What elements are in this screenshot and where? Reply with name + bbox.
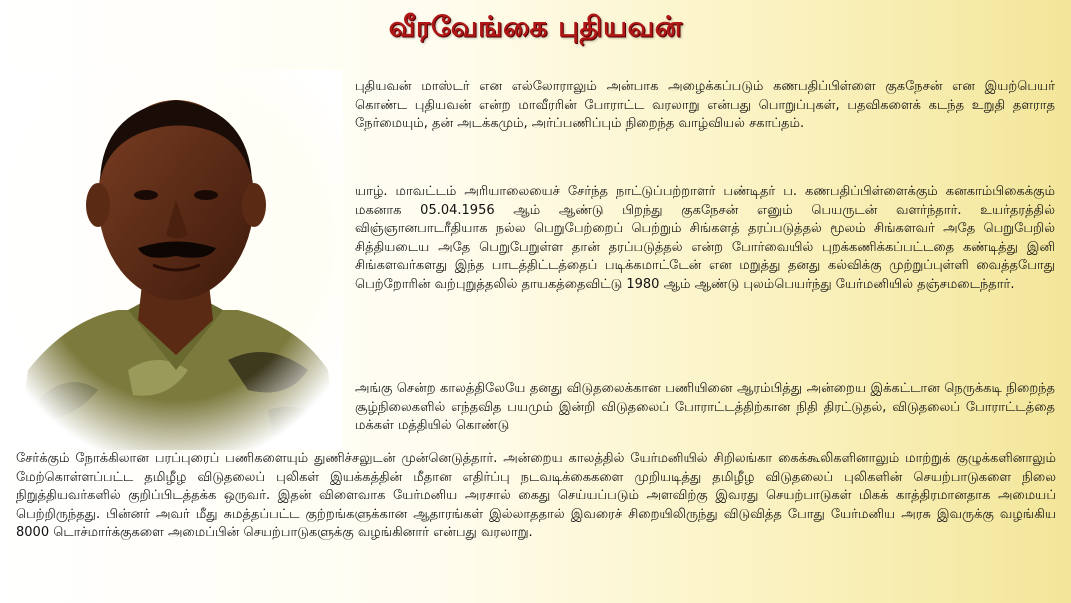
page-title: வீரவேங்கை புதியவன்: [388, 10, 683, 43]
paragraph-early-life: யாழ். மாவட்டம் அரியாலையைச் சேர்ந்த நாட்டுப்பற்றாளர் பண்டிதர் ப. கணபதிப்பிள்ளைக்கும் கனகாம்பிகைக்கும் மகனாக 05.04.1956 ஆம் ஆண்டு பிறந்து குகநேசன் எனும் பெயருடன் வளர்ந்தார். உயர்தரத்தில் விஞ்ஞானபாடரீதியாக நல்ல பெறுபேற்றைப் பெற்றும் சிங்களத் தரப்படுத்தல் மூலம் சிங்களவர் அதே பெறுபேறில் சித்தியடைய அதே பெறுபேறுள்ள தான் தரப்படுத்தல் என்ற போர்வையில் புறக்கணிக்கப்பட்டதை கண்டித்து இனி சிங்களவர்களது இந்த பாடத்திட்டத்தைப் படிக்கமாட்டேன் என மறுத்து தனது கல்விக்கு முற்றுப்புள்ளி வைத்தபோது பெற்றோரின் வற்புறுத்தலில் தாயகத்தைவிட்டு 1980 ஆம் ஆண்டு புலம்பெயர்ந்து யேர்மனியில் தஞ்சமடைந்தார்.: [355, 184, 1055, 292]
portrait-photo: [8, 70, 343, 450]
paragraph-activism-start: அங்கு சென்ற காலத்திலேயே தனது விடுதலைக்கான பணியினை ஆரம்பித்து அன்றைய இக்கட்டான நெருக்கடி நிறைந்த சூழ்நிலைகளில் எந்தவித பயமும் இன்றி விடுதலைப் போராட்டத்திற்கான நிதி திரட்டுதல், விடுதலைப் போராட்டத்தை மக்கள் மத்தியில் கொண்டு: [355, 381, 1055, 433]
paragraph-activism-continued: சேர்க்கும் நோக்கிலான பரப்புரைப் பணிகளையும் துணிச்சலுடன் முன்னெடுத்தார். அன்றைய காலத்தில் யேர்மனியில் சிறிலங்கா கைக்கூலிகளினாலும் மாற்றுக் குழுக்களினாலும் மேற்கொள்ளப்பட்ட தமிழீழ விடுதலைப் புலிகள் இயக்கத்தின் மீதான எதிர்ப்பு நடவடிக்கைகளை முறியடித்து தமிழீழ விடுதலைப் புலிகளின் செயற்பாடுகளை நிலை நிறுத்தியவர்களில் குறிப்பிடத்தக்க ஒருவர். இதன் விளைவாக யேர்மனிய அரசால் கைது செய்யப்படும் அளவிற்கு இவரது செயற்பாடுகள் மிகக் காத்திரமானதாக அமையப் பெற்றிருந்தது. பின்னர் அவர் மீது சுமத்தப்பட்ட குற்றங்களுக்கான ஆதாரங்கள் இல்லாததால் இவரைச் சிறையிலிருந்து விடுவித்த போது யேர்மனிய அரசு இவருக்கு வழங்கிய 8000 டொச்மார்க்குகளை அமைப்பின் செயற்பாடுகளுக்கு வழங்கினார் என்பது வரலாறு.: [16, 451, 1056, 540]
paragraph-intro: புதியவன் மாஸ்டர் என எல்லோராலும் அன்பாக அழைக்கப்படும் கணபதிப்பிள்ளை குகநேசன் என இயற்பெயர் கொண்ட புதியவன் என்ற மாவீரரின் போராட்ட வரலாறு என்பது பொறுப்புகள், பதவிகளைக் கடந்த உறுதி தளராத நேர்மையும், தன் அடக்கமும், அர்ப்பணிப்பும் நிறைந்த வாழ்வியல் சகாப்தம்.: [355, 79, 1055, 131]
